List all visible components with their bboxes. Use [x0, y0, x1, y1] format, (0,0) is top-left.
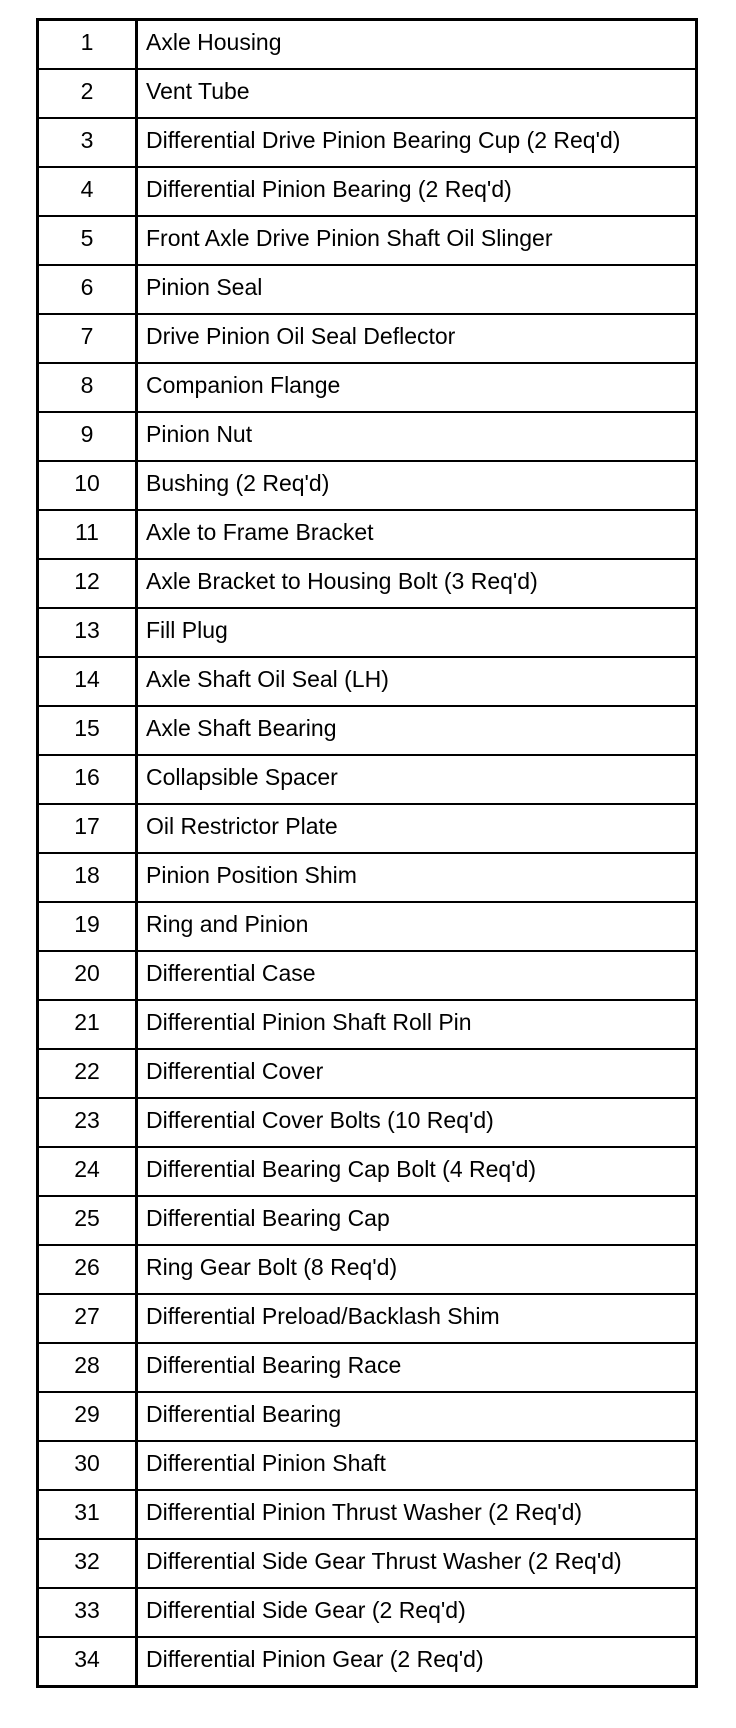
table-row	[38, 608, 697, 657]
part-number: 9	[38, 412, 137, 461]
table-row	[38, 510, 697, 559]
part-number: 4	[38, 167, 137, 216]
part-number: 20	[38, 951, 137, 1000]
table-row	[38, 951, 697, 1000]
part-description: Oil Restrictor Plate	[137, 804, 697, 853]
table-row	[38, 216, 697, 265]
part-number: 34	[38, 1637, 137, 1687]
part-number: 23	[38, 1098, 137, 1147]
table-row	[38, 265, 697, 314]
table-row	[38, 363, 697, 412]
part-number: 32	[38, 1539, 137, 1588]
table-row	[38, 20, 697, 70]
part-number: 8	[38, 363, 137, 412]
part-number: 1	[38, 20, 137, 70]
part-description: Differential Bearing	[137, 1392, 697, 1441]
table-row	[38, 1588, 697, 1637]
part-number: 17	[38, 804, 137, 853]
part-description: Axle Shaft Bearing	[137, 706, 697, 755]
table-row	[38, 657, 697, 706]
part-description: Axle Housing	[137, 20, 697, 70]
part-description: Fill Plug	[137, 608, 697, 657]
part-description: Differential Cover Bolts (10 Req'd)	[137, 1098, 697, 1147]
part-description: Front Axle Drive Pinion Shaft Oil Slinger	[137, 216, 697, 265]
table-row	[38, 1098, 697, 1147]
table-row	[38, 118, 697, 167]
part-description: Differential Side Gear (2 Req'd)	[137, 1588, 697, 1637]
part-number: 27	[38, 1294, 137, 1343]
table-row	[38, 804, 697, 853]
part-description: Differential Bearing Cap Bolt (4 Req'd)	[137, 1147, 697, 1196]
part-description: Pinion Seal	[137, 265, 697, 314]
table-row	[38, 69, 697, 118]
part-description: Differential Bearing Cap	[137, 1196, 697, 1245]
part-description: Bushing (2 Req'd)	[137, 461, 697, 510]
table-row	[38, 559, 697, 608]
table-row	[38, 1392, 697, 1441]
part-number: 6	[38, 265, 137, 314]
table-row	[38, 1245, 697, 1294]
part-description: Companion Flange	[137, 363, 697, 412]
table-row	[38, 412, 697, 461]
table-row	[38, 461, 697, 510]
table-row	[38, 1000, 697, 1049]
part-number: 5	[38, 216, 137, 265]
part-number: 31	[38, 1490, 137, 1539]
part-number: 25	[38, 1196, 137, 1245]
part-description: Axle Bracket to Housing Bolt (3 Req'd)	[137, 559, 697, 608]
part-description: Vent Tube	[137, 69, 697, 118]
table-row	[38, 853, 697, 902]
part-number: 7	[38, 314, 137, 363]
part-number: 24	[38, 1147, 137, 1196]
table-row	[38, 1049, 697, 1098]
part-number: 14	[38, 657, 137, 706]
table-row	[38, 1343, 697, 1392]
part-description: Differential Cover	[137, 1049, 697, 1098]
part-number: 12	[38, 559, 137, 608]
part-number: 11	[38, 510, 137, 559]
part-number: 19	[38, 902, 137, 951]
part-description: Differential Preload/Backlash Shim	[137, 1294, 697, 1343]
part-number: 29	[38, 1392, 137, 1441]
part-number: 16	[38, 755, 137, 804]
table-row	[38, 706, 697, 755]
part-number: 15	[38, 706, 137, 755]
part-description: Ring Gear Bolt (8 Req'd)	[137, 1245, 697, 1294]
table-row	[38, 1490, 697, 1539]
part-description: Differential Pinion Shaft Roll Pin	[137, 1000, 697, 1049]
part-number: 22	[38, 1049, 137, 1098]
part-description: Collapsible Spacer	[137, 755, 697, 804]
part-description: Differential Side Gear Thrust Washer (2 Req'd)	[137, 1539, 697, 1588]
table-row	[38, 1147, 697, 1196]
table-row	[38, 755, 697, 804]
table-row	[38, 1539, 697, 1588]
part-description: Differential Bearing Race	[137, 1343, 697, 1392]
part-number: 30	[38, 1441, 137, 1490]
part-description: Pinion Position Shim	[137, 853, 697, 902]
parts-legend-body	[38, 20, 697, 1687]
parts-legend-table	[36, 18, 698, 1688]
table-row	[38, 1441, 697, 1490]
part-number: 26	[38, 1245, 137, 1294]
part-description: Differential Pinion Gear (2 Req'd)	[137, 1637, 697, 1687]
table-row	[38, 314, 697, 363]
table-row	[38, 1637, 697, 1687]
part-description: Differential Drive Pinion Bearing Cup (2 Req'd)	[137, 118, 697, 167]
table-row	[38, 902, 697, 951]
part-number: 21	[38, 1000, 137, 1049]
table-row	[38, 167, 697, 216]
part-number: 33	[38, 1588, 137, 1637]
table-row	[38, 1294, 697, 1343]
part-number: 10	[38, 461, 137, 510]
part-description: Drive Pinion Oil Seal Deflector	[137, 314, 697, 363]
part-number: 28	[38, 1343, 137, 1392]
part-description: Pinion Nut	[137, 412, 697, 461]
part-description: Axle Shaft Oil Seal (LH)	[137, 657, 697, 706]
part-description: Ring and Pinion	[137, 902, 697, 951]
part-description: Differential Pinion Thrust Washer (2 Req'd)	[137, 1490, 697, 1539]
table-row	[38, 1196, 697, 1245]
part-description: Axle to Frame Bracket	[137, 510, 697, 559]
part-number: 2	[38, 69, 137, 118]
part-number: 3	[38, 118, 137, 167]
part-description: Differential Pinion Bearing (2 Req'd)	[137, 167, 697, 216]
part-number: 13	[38, 608, 137, 657]
part-number: 18	[38, 853, 137, 902]
part-description: Differential Case	[137, 951, 697, 1000]
part-description: Differential Pinion Shaft	[137, 1441, 697, 1490]
